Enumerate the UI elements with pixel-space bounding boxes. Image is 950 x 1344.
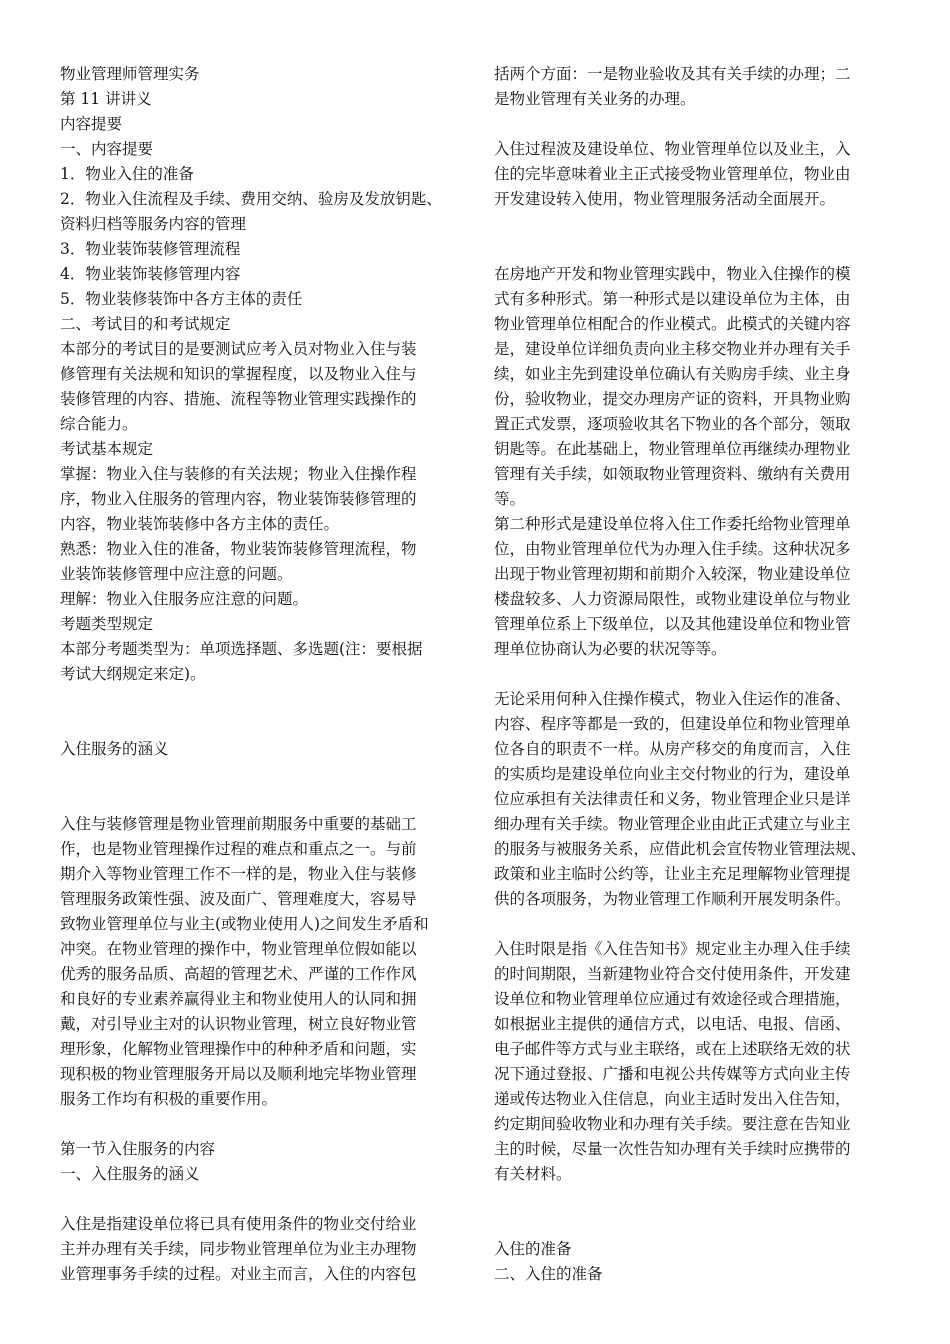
right-text-line: 的时间期限，当新建物业符合交付使用条件，开发建 <box>494 965 851 983</box>
right-text-line: 位应承担有关法律责任和义务，物业管理企业只是详 <box>494 790 851 808</box>
right-text-line: 内容、程序等都是一致的，但建设单位和物业管理单 <box>494 715 851 733</box>
left-text-line: 物业管理师管理实务 <box>60 65 200 83</box>
left-text-line: 现积极的物业管理服务开局以及顺利地完毕物业管理 <box>60 1065 417 1083</box>
right-text-line: 位各自的职责不一样。从房产移交的角度而言，入住 <box>494 740 851 758</box>
left-column <box>60 62 465 1287</box>
right-text-line: 约定期间验收物业和办理有关手续。要注意在告知业 <box>494 1115 851 1133</box>
left-text-line: 主并办理有关手续，同步物业管理单位为业主办理物 <box>60 1240 417 1258</box>
left-text-line: 内容提要 <box>60 115 123 133</box>
right-text-line <box>494 662 899 687</box>
right-text-line: 管理有关手续，如领取物业管理资料、缴纳有关费用 <box>494 465 851 483</box>
right-text-line: 在房地产开发和物业管理实践中，物业入住操作的模 <box>494 265 851 283</box>
right-text-line: 括两个方面：一是物业验收及其有关手续的办理；二 <box>494 65 851 83</box>
left-text-line: 业装饰装修管理中应注意的问题。 <box>60 565 293 583</box>
right-text-line: 位，由物业管理单位代为办理入住手续。这种状况多 <box>494 540 851 558</box>
right-text-line: 式有多种形式。第一种形式是以建设单位为主体，由 <box>494 290 851 308</box>
right-text-line: 管理单位系上下级单位，以及其他建设单位和物业管 <box>494 615 851 633</box>
left-text-line <box>60 1112 465 1137</box>
left-text-line: 致物业管理单位与业主(或物业使用人)之间发生矛盾和 <box>60 915 429 933</box>
right-text-line: 置正式发票，逐项验收其名下物业的各个部分，领取 <box>494 415 851 433</box>
right-text-line: 住的完毕意味着业主正式接受物业管理单位，物业由 <box>494 165 851 183</box>
left-text-line <box>60 1187 465 1212</box>
left-text-line <box>60 712 465 737</box>
right-text-line: 的实质均是建设单位向业主交付物业的行为，建设单 <box>494 765 851 783</box>
right-text-line <box>494 1187 899 1212</box>
left-text-line: 4．物业装饰装修管理内容 <box>60 265 241 283</box>
right-text-line: 是物业管理有关业务的办理。 <box>494 90 696 108</box>
left-text-line: 熟悉：物业入住的准备，物业装饰装修管理流程，物 <box>60 540 417 558</box>
left-text-line: 2．物业入住流程及手续、费用交纳、验房及发放钥匙、 <box>60 190 442 208</box>
right-text-line: 物业管理单位相配合的作业模式。此模式的关键内容 <box>494 315 851 333</box>
left-text-line: 装修管理的内容、措施、流程等物业管理实践操作的 <box>60 390 417 408</box>
right-text-line <box>494 212 899 237</box>
left-text-line: 修管理有关法规和知识的掌握程度，以及物业入住与 <box>60 365 417 383</box>
right-text-line: 况下通过登报、广播和电视公共传媒等方式向业主传 <box>494 1065 851 1083</box>
left-text-line: 戴，对引导业主对的认识物业管理，树立良好物业管 <box>60 1015 417 1033</box>
left-text-line: 综合能力。 <box>60 415 138 433</box>
left-text-line: 入住是指建设单位将已具有使用条件的物业交付给业 <box>60 1215 417 1233</box>
left-text-line <box>60 787 465 812</box>
right-text-line: 开发建设转入使用，物业管理服务活动全面展开。 <box>494 190 836 208</box>
right-text-line: 有关材料。 <box>494 1165 572 1183</box>
right-text-line: 的服务与被服务关系，应借此机会宣传物业管理法规、 <box>494 840 867 858</box>
right-text-line: 二、入住的准备 <box>494 1265 603 1283</box>
right-text-line: 楼盘较多、人力资源局限性，或物业建设单位与物业 <box>494 590 851 608</box>
right-text-line: 续，如业主先到建设单位确认有关购房手续、业主身 <box>494 365 851 383</box>
right-text-line: 细办理有关手续。物业管理企业由此正式建立与业主 <box>494 815 851 833</box>
left-text-line: 考试大纲规定来定)。 <box>60 665 206 683</box>
right-text-line: 出现于物业管理初期和前期介入较深，物业建设单位 <box>494 565 851 583</box>
left-text-line: 考试基本规定 <box>60 440 154 458</box>
left-text-line: 理解：物业入住服务应注意的问题。 <box>60 590 309 608</box>
right-text-line: 是，建设单位详细负责向业主移交物业并办理有关手 <box>494 340 851 358</box>
right-text-line <box>494 112 899 137</box>
left-text-line: 入住服务的涵义 <box>60 740 169 758</box>
right-text-line: 电子邮件等方式与业主联络，或在上述联络无效的状 <box>494 1040 851 1058</box>
right-text-line: 入住的准备 <box>494 1240 572 1258</box>
right-text-line: 钥匙等。在此基础上，物业管理单位再继续办理物业 <box>494 440 851 458</box>
right-text-line: 政策和业主临时公约等，让业主充足理解物业管理提 <box>494 865 851 883</box>
right-text-line: 入住时限是指《入住告知书》规定业主办理入住手续 <box>494 940 851 958</box>
left-text-line: 理形象，化解物业管理操作中的种种矛盾和问题，实 <box>60 1040 417 1058</box>
left-text-line: 一、入住服务的涵义 <box>60 1165 200 1183</box>
left-text-line: 期介入等物业管理工作不一样的是，物业入住与装修 <box>60 865 417 883</box>
left-text-line: 优秀的服务品质、高超的管理艺术、严谨的工作作风 <box>60 965 417 983</box>
right-text-line: 递或传达物业入住信息，向业主适时发出入住告知， <box>494 1090 851 1108</box>
left-text-line: 服务工作均有积极的重要作用。 <box>60 1090 278 1108</box>
right-text-line: 份，验收物业，提交办理房产证的资料，开具物业购 <box>494 390 851 408</box>
right-text-line: 供的各项服务，为物业管理工作顺利开展发明条件。 <box>494 890 851 908</box>
left-text-line: 业管理事务手续的过程。对业主而言，入住的内容包 <box>60 1265 417 1283</box>
right-text-line: 第二种形式是建设单位将入住工作委托给物业管理单 <box>494 515 851 533</box>
left-text-line: 5．物业装修装饰中各方主体的责任 <box>60 290 303 308</box>
right-text-line <box>494 912 899 937</box>
left-text-line <box>60 762 465 787</box>
left-text-line: 入住与装修管理是物业管理前期服务中重要的基础工 <box>60 815 417 833</box>
left-text-line: 作，也是物业管理操作过程的难点和重点之一。与前 <box>60 840 417 858</box>
left-text-line: 本部分考题类型为：单项选择题、多选题(注：要根据 <box>60 640 423 658</box>
left-text-line: 序，物业入住服务的管理内容，物业装饰装修管理的 <box>60 490 417 508</box>
left-text-line: 管理服务政策性强、波及面广、管理难度大，容易导 <box>60 890 417 908</box>
right-text-line: 入住过程波及建设单位、物业管理单位以及业主，入 <box>494 140 851 158</box>
left-text-line: 第 11 讲讲义 <box>60 90 152 108</box>
left-text-line: 考题类型规定 <box>60 615 154 633</box>
left-text-line: 掌握：物业入住与装修的有关法规；物业入住操作程 <box>60 465 417 483</box>
left-text-line: 第一节入住服务的内容 <box>60 1140 216 1158</box>
right-text-line <box>494 237 899 262</box>
right-text-line: 设单位和物业管理单位应通过有效途径或合理措施， <box>494 990 851 1008</box>
right-column <box>494 62 899 1287</box>
left-text-line: 二、考试目的和考试规定 <box>60 315 231 333</box>
left-text-line: 1．物业入住的准备 <box>60 165 194 183</box>
right-text-line: 无论采用何种入住操作模式，物业入住运作的准备、 <box>494 690 851 708</box>
left-text-line <box>60 687 465 712</box>
left-text-line: 一、内容提要 <box>60 140 154 158</box>
left-text-line: 3．物业装饰装修管理流程 <box>60 240 241 258</box>
right-text-line: 如根据业主提供的通信方式，以电话、电报、信函、 <box>494 1015 851 1033</box>
left-text-line: 内容，物业装饰装修中各方主体的责任。 <box>60 515 340 533</box>
right-text-line: 理单位协商认为必要的状况等等。 <box>494 640 727 658</box>
left-text-line: 本部分的考试目的是要测试应考入员对物业入住与装 <box>60 340 417 358</box>
right-text-line: 等。 <box>494 490 526 508</box>
right-text-line <box>494 1212 899 1237</box>
left-text-line: 冲突。在物业管理的操作中，物业管理单位假如能以 <box>60 940 417 958</box>
right-text-line: 主的时候，尽量一次性告知办理有关手续时应携带的 <box>494 1140 851 1158</box>
left-text-line: 资料归档等服务内容的管理 <box>60 215 247 233</box>
left-text-line: 和良好的专业素养赢得业主和物业使用人的认同和拥 <box>60 990 417 1008</box>
